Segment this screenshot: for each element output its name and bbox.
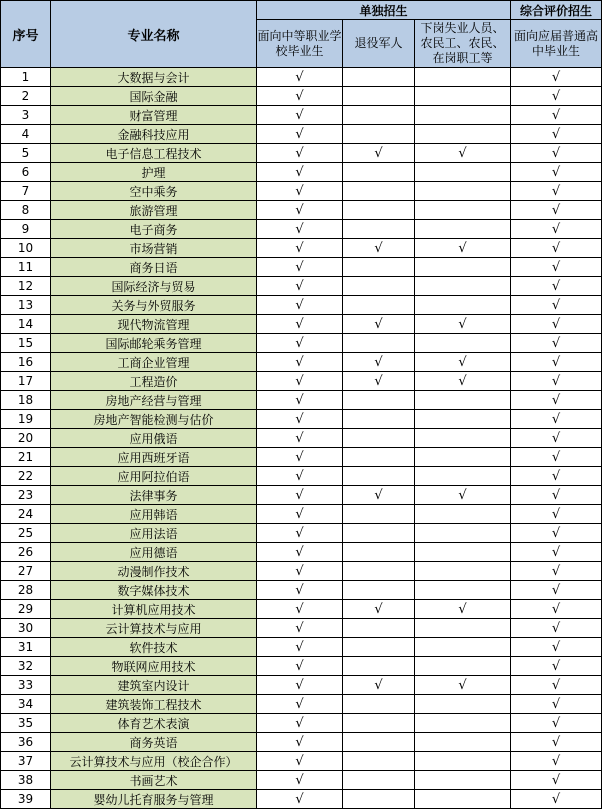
check-laid-off bbox=[415, 657, 511, 676]
check-veterans bbox=[343, 201, 415, 220]
major-name: 旅游管理 bbox=[51, 201, 257, 220]
check-laid-off bbox=[415, 163, 511, 182]
check-veterans bbox=[343, 68, 415, 87]
major-name: 书画艺术 bbox=[51, 771, 257, 790]
row-number: 22 bbox=[1, 467, 51, 486]
check-vocational: √ bbox=[257, 125, 343, 144]
check-veterans bbox=[343, 581, 415, 600]
check-vocational: √ bbox=[257, 353, 343, 372]
table-row bbox=[1, 87, 602, 106]
check-laid-off: √ bbox=[415, 486, 511, 505]
check-veterans: √ bbox=[343, 144, 415, 163]
check-laid-off bbox=[415, 296, 511, 315]
check-highschool: √ bbox=[511, 334, 602, 353]
major-name: 云计算技术与应用（校企合作） bbox=[51, 752, 257, 771]
check-highschool: √ bbox=[511, 790, 602, 809]
check-vocational: √ bbox=[257, 714, 343, 733]
check-vocational: √ bbox=[257, 68, 343, 87]
row-number: 8 bbox=[1, 201, 51, 220]
row-number: 34 bbox=[1, 695, 51, 714]
row-number: 27 bbox=[1, 562, 51, 581]
major-name: 国际邮轮乘务管理 bbox=[51, 334, 257, 353]
check-laid-off bbox=[415, 182, 511, 201]
row-number: 25 bbox=[1, 524, 51, 543]
check-highschool: √ bbox=[511, 429, 602, 448]
row-number: 32 bbox=[1, 657, 51, 676]
table-row bbox=[1, 695, 602, 714]
check-laid-off bbox=[415, 619, 511, 638]
check-highschool: √ bbox=[511, 448, 602, 467]
row-number: 21 bbox=[1, 448, 51, 467]
row-number: 6 bbox=[1, 163, 51, 182]
check-laid-off bbox=[415, 106, 511, 125]
check-highschool: √ bbox=[511, 182, 602, 201]
major-name: 应用德语 bbox=[51, 543, 257, 562]
header-major: 专业名称 bbox=[51, 1, 257, 68]
check-vocational: √ bbox=[257, 410, 343, 429]
major-name: 体育艺术表演 bbox=[51, 714, 257, 733]
check-laid-off: √ bbox=[415, 239, 511, 258]
row-number: 7 bbox=[1, 182, 51, 201]
check-highschool: √ bbox=[511, 581, 602, 600]
check-veterans bbox=[343, 524, 415, 543]
check-vocational: √ bbox=[257, 182, 343, 201]
check-vocational: √ bbox=[257, 600, 343, 619]
check-veterans bbox=[343, 106, 415, 125]
major-name: 动漫制作技术 bbox=[51, 562, 257, 581]
check-veterans: √ bbox=[343, 372, 415, 391]
major-name: 建筑室内设计 bbox=[51, 676, 257, 695]
row-number: 4 bbox=[1, 125, 51, 144]
table-row bbox=[1, 600, 602, 619]
major-name: 软件技术 bbox=[51, 638, 257, 657]
check-vocational: √ bbox=[257, 619, 343, 638]
check-vocational: √ bbox=[257, 258, 343, 277]
check-vocational: √ bbox=[257, 562, 343, 581]
check-vocational: √ bbox=[257, 752, 343, 771]
check-vocational: √ bbox=[257, 638, 343, 657]
check-laid-off bbox=[415, 429, 511, 448]
row-number: 11 bbox=[1, 258, 51, 277]
major-name: 电子信息工程技术 bbox=[51, 144, 257, 163]
check-veterans: √ bbox=[343, 353, 415, 372]
table-row bbox=[1, 619, 602, 638]
table-row bbox=[1, 334, 602, 353]
table-row bbox=[1, 163, 602, 182]
check-vocational: √ bbox=[257, 87, 343, 106]
major-name: 物联网应用技术 bbox=[51, 657, 257, 676]
check-vocational: √ bbox=[257, 467, 343, 486]
header-comprehensive-enrollment: 综合评价招生 bbox=[511, 1, 602, 20]
check-highschool: √ bbox=[511, 638, 602, 657]
table-row bbox=[1, 790, 602, 809]
check-vocational: √ bbox=[257, 505, 343, 524]
row-number: 14 bbox=[1, 315, 51, 334]
table-row bbox=[1, 125, 602, 144]
check-veterans bbox=[343, 752, 415, 771]
check-highschool: √ bbox=[511, 68, 602, 87]
check-highschool: √ bbox=[511, 391, 602, 410]
header-vocational: 面向中等职业学校毕业生 bbox=[257, 20, 343, 68]
check-vocational: √ bbox=[257, 695, 343, 714]
table-row bbox=[1, 201, 602, 220]
check-veterans bbox=[343, 638, 415, 657]
table-row bbox=[1, 106, 602, 125]
check-vocational: √ bbox=[257, 790, 343, 809]
table-row bbox=[1, 258, 602, 277]
table-header bbox=[1, 1, 602, 68]
row-number: 5 bbox=[1, 144, 51, 163]
major-name: 财富管理 bbox=[51, 106, 257, 125]
major-name: 云计算技术与应用 bbox=[51, 619, 257, 638]
check-vocational: √ bbox=[257, 543, 343, 562]
check-highschool: √ bbox=[511, 467, 602, 486]
header-single-enrollment: 单独招生 bbox=[257, 1, 511, 20]
check-highschool: √ bbox=[511, 125, 602, 144]
table-row bbox=[1, 676, 602, 695]
check-laid-off bbox=[415, 68, 511, 87]
table-row bbox=[1, 353, 602, 372]
check-veterans bbox=[343, 220, 415, 239]
check-laid-off bbox=[415, 695, 511, 714]
check-veterans: √ bbox=[343, 486, 415, 505]
check-laid-off bbox=[415, 448, 511, 467]
major-name: 市场营销 bbox=[51, 239, 257, 258]
check-vocational: √ bbox=[257, 733, 343, 752]
table-row bbox=[1, 68, 602, 87]
check-veterans: √ bbox=[343, 676, 415, 695]
row-number: 9 bbox=[1, 220, 51, 239]
row-number: 33 bbox=[1, 676, 51, 695]
check-veterans bbox=[343, 391, 415, 410]
check-vocational: √ bbox=[257, 277, 343, 296]
check-highschool: √ bbox=[511, 372, 602, 391]
check-veterans bbox=[343, 258, 415, 277]
row-number: 39 bbox=[1, 790, 51, 809]
check-laid-off bbox=[415, 581, 511, 600]
table-row bbox=[1, 182, 602, 201]
check-veterans bbox=[343, 695, 415, 714]
table-row bbox=[1, 543, 602, 562]
check-vocational: √ bbox=[257, 334, 343, 353]
table-row bbox=[1, 581, 602, 600]
check-veterans bbox=[343, 125, 415, 144]
check-laid-off: √ bbox=[415, 144, 511, 163]
table-row bbox=[1, 752, 602, 771]
check-highschool: √ bbox=[511, 315, 602, 334]
check-highschool: √ bbox=[511, 163, 602, 182]
table-row bbox=[1, 467, 602, 486]
row-number: 29 bbox=[1, 600, 51, 619]
check-veterans bbox=[343, 619, 415, 638]
row-number: 3 bbox=[1, 106, 51, 125]
row-number: 19 bbox=[1, 410, 51, 429]
check-veterans bbox=[343, 334, 415, 353]
major-name: 国际经济与贸易 bbox=[51, 277, 257, 296]
table-row bbox=[1, 239, 602, 258]
check-highschool: √ bbox=[511, 239, 602, 258]
major-name: 婴幼儿托育服务与管理 bbox=[51, 790, 257, 809]
check-vocational: √ bbox=[257, 163, 343, 182]
check-highschool: √ bbox=[511, 543, 602, 562]
check-laid-off bbox=[415, 790, 511, 809]
check-laid-off bbox=[415, 258, 511, 277]
row-number: 26 bbox=[1, 543, 51, 562]
check-veterans bbox=[343, 714, 415, 733]
check-highschool: √ bbox=[511, 505, 602, 524]
major-name: 关务与外贸服务 bbox=[51, 296, 257, 315]
table-row bbox=[1, 372, 602, 391]
check-highschool: √ bbox=[511, 106, 602, 125]
major-name: 空中乘务 bbox=[51, 182, 257, 201]
header-seq: 序号 bbox=[1, 1, 51, 68]
table-row bbox=[1, 714, 602, 733]
check-vocational: √ bbox=[257, 676, 343, 695]
check-laid-off bbox=[415, 410, 511, 429]
table-row bbox=[1, 144, 602, 163]
check-vocational: √ bbox=[257, 581, 343, 600]
check-laid-off bbox=[415, 562, 511, 581]
check-vocational: √ bbox=[257, 144, 343, 163]
check-laid-off bbox=[415, 638, 511, 657]
major-name: 商务日语 bbox=[51, 258, 257, 277]
check-highschool: √ bbox=[511, 277, 602, 296]
check-veterans: √ bbox=[343, 315, 415, 334]
table-row bbox=[1, 505, 602, 524]
check-laid-off bbox=[415, 543, 511, 562]
major-name: 工程造价 bbox=[51, 372, 257, 391]
row-number: 10 bbox=[1, 239, 51, 258]
row-number: 12 bbox=[1, 277, 51, 296]
row-number: 16 bbox=[1, 353, 51, 372]
check-laid-off bbox=[415, 391, 511, 410]
row-number: 35 bbox=[1, 714, 51, 733]
table-row bbox=[1, 220, 602, 239]
row-number: 2 bbox=[1, 87, 51, 106]
check-highschool: √ bbox=[511, 657, 602, 676]
major-name: 应用俄语 bbox=[51, 429, 257, 448]
major-name: 国际金融 bbox=[51, 87, 257, 106]
major-name: 护理 bbox=[51, 163, 257, 182]
major-name: 电子商务 bbox=[51, 220, 257, 239]
table-row bbox=[1, 638, 602, 657]
row-number: 13 bbox=[1, 296, 51, 315]
check-laid-off bbox=[415, 733, 511, 752]
check-highschool: √ bbox=[511, 771, 602, 790]
check-veterans bbox=[343, 657, 415, 676]
table-row bbox=[1, 524, 602, 543]
check-vocational: √ bbox=[257, 486, 343, 505]
check-highschool: √ bbox=[511, 524, 602, 543]
check-veterans: √ bbox=[343, 600, 415, 619]
check-laid-off bbox=[415, 524, 511, 543]
check-veterans bbox=[343, 467, 415, 486]
header-veterans: 退役军人 bbox=[343, 20, 415, 68]
major-name: 应用韩语 bbox=[51, 505, 257, 524]
row-number: 28 bbox=[1, 581, 51, 600]
check-highschool: √ bbox=[511, 87, 602, 106]
check-laid-off bbox=[415, 201, 511, 220]
check-vocational: √ bbox=[257, 201, 343, 220]
row-number: 37 bbox=[1, 752, 51, 771]
check-highschool: √ bbox=[511, 201, 602, 220]
check-laid-off bbox=[415, 771, 511, 790]
check-laid-off bbox=[415, 334, 511, 353]
check-highschool: √ bbox=[511, 733, 602, 752]
check-laid-off bbox=[415, 277, 511, 296]
row-number: 1 bbox=[1, 68, 51, 87]
table-body bbox=[1, 68, 602, 809]
check-vocational: √ bbox=[257, 448, 343, 467]
check-veterans bbox=[343, 505, 415, 524]
check-laid-off bbox=[415, 87, 511, 106]
check-vocational: √ bbox=[257, 296, 343, 315]
row-number: 20 bbox=[1, 429, 51, 448]
table-row bbox=[1, 410, 602, 429]
major-name: 大数据与会计 bbox=[51, 68, 257, 87]
check-highschool: √ bbox=[511, 144, 602, 163]
table-row bbox=[1, 277, 602, 296]
check-vocational: √ bbox=[257, 106, 343, 125]
check-highschool: √ bbox=[511, 600, 602, 619]
table-row bbox=[1, 771, 602, 790]
check-vocational: √ bbox=[257, 657, 343, 676]
check-highschool: √ bbox=[511, 752, 602, 771]
table-row bbox=[1, 315, 602, 334]
row-number: 17 bbox=[1, 372, 51, 391]
check-laid-off: √ bbox=[415, 600, 511, 619]
check-veterans bbox=[343, 87, 415, 106]
check-vocational: √ bbox=[257, 220, 343, 239]
table-row bbox=[1, 429, 602, 448]
table-row bbox=[1, 562, 602, 581]
check-veterans bbox=[343, 410, 415, 429]
check-laid-off: √ bbox=[415, 676, 511, 695]
major-name: 房地产智能检测与估价 bbox=[51, 410, 257, 429]
check-veterans bbox=[343, 543, 415, 562]
row-number: 24 bbox=[1, 505, 51, 524]
table-row bbox=[1, 657, 602, 676]
major-name: 商务英语 bbox=[51, 733, 257, 752]
check-laid-off bbox=[415, 714, 511, 733]
check-laid-off bbox=[415, 752, 511, 771]
major-name: 应用阿拉伯语 bbox=[51, 467, 257, 486]
check-highschool: √ bbox=[511, 258, 602, 277]
check-laid-off: √ bbox=[415, 372, 511, 391]
table-row bbox=[1, 733, 602, 752]
check-vocational: √ bbox=[257, 771, 343, 790]
row-number: 36 bbox=[1, 733, 51, 752]
check-veterans bbox=[343, 296, 415, 315]
check-veterans bbox=[343, 733, 415, 752]
major-name: 计算机应用技术 bbox=[51, 600, 257, 619]
check-veterans bbox=[343, 277, 415, 296]
check-highschool: √ bbox=[511, 486, 602, 505]
check-vocational: √ bbox=[257, 315, 343, 334]
check-laid-off: √ bbox=[415, 315, 511, 334]
check-laid-off: √ bbox=[415, 353, 511, 372]
check-veterans bbox=[343, 429, 415, 448]
major-name: 法律事务 bbox=[51, 486, 257, 505]
check-veterans bbox=[343, 163, 415, 182]
row-number: 15 bbox=[1, 334, 51, 353]
row-number: 30 bbox=[1, 619, 51, 638]
major-name: 房地产经营与管理 bbox=[51, 391, 257, 410]
check-vocational: √ bbox=[257, 524, 343, 543]
check-veterans bbox=[343, 448, 415, 467]
check-vocational: √ bbox=[257, 391, 343, 410]
major-name: 数字媒体技术 bbox=[51, 581, 257, 600]
check-veterans: √ bbox=[343, 239, 415, 258]
check-highschool: √ bbox=[511, 353, 602, 372]
check-vocational: √ bbox=[257, 429, 343, 448]
check-highschool: √ bbox=[511, 296, 602, 315]
check-laid-off bbox=[415, 467, 511, 486]
major-name: 金融科技应用 bbox=[51, 125, 257, 144]
row-number: 38 bbox=[1, 771, 51, 790]
check-laid-off bbox=[415, 125, 511, 144]
check-veterans bbox=[343, 182, 415, 201]
header-highschool: 面向应届普通高中毕业生 bbox=[511, 20, 602, 68]
check-highschool: √ bbox=[511, 714, 602, 733]
major-name: 应用西班牙语 bbox=[51, 448, 257, 467]
check-veterans bbox=[343, 790, 415, 809]
major-name: 应用法语 bbox=[51, 524, 257, 543]
table-row bbox=[1, 486, 602, 505]
check-laid-off bbox=[415, 220, 511, 239]
table-row bbox=[1, 296, 602, 315]
check-veterans bbox=[343, 771, 415, 790]
row-number: 23 bbox=[1, 486, 51, 505]
major-name: 建筑装饰工程技术 bbox=[51, 695, 257, 714]
table-row bbox=[1, 391, 602, 410]
check-highschool: √ bbox=[511, 562, 602, 581]
row-number: 18 bbox=[1, 391, 51, 410]
check-veterans bbox=[343, 562, 415, 581]
check-highschool: √ bbox=[511, 410, 602, 429]
table-row bbox=[1, 448, 602, 467]
check-laid-off bbox=[415, 505, 511, 524]
check-vocational: √ bbox=[257, 239, 343, 258]
check-highschool: √ bbox=[511, 676, 602, 695]
check-highschool: √ bbox=[511, 695, 602, 714]
row-number: 31 bbox=[1, 638, 51, 657]
check-highschool: √ bbox=[511, 619, 602, 638]
check-highschool: √ bbox=[511, 220, 602, 239]
major-name: 工商企业管理 bbox=[51, 353, 257, 372]
header-laid-off: 下岗失业人员、农民工、农民、在岗职工等 bbox=[415, 20, 511, 68]
major-name: 现代物流管理 bbox=[51, 315, 257, 334]
check-vocational: √ bbox=[257, 372, 343, 391]
